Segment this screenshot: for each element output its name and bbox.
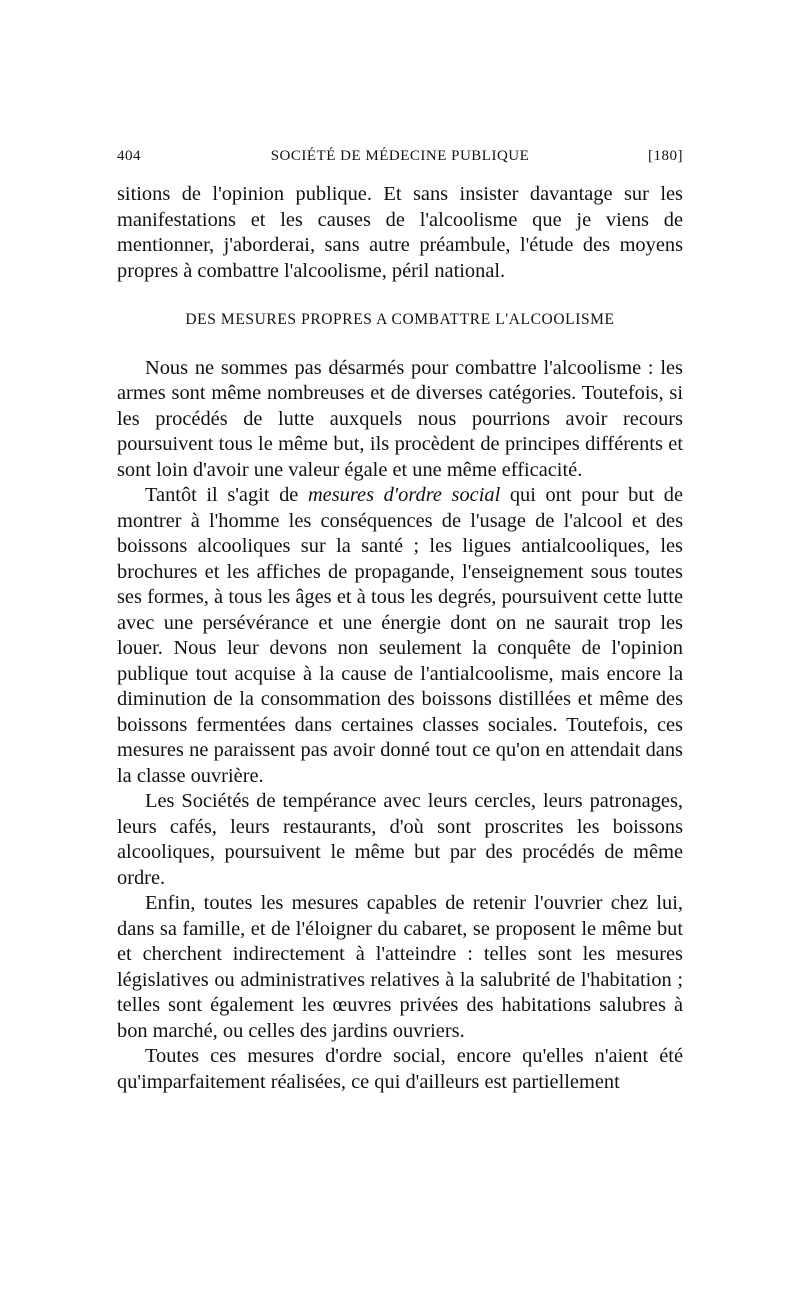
- page-reference: [180]: [648, 148, 683, 164]
- paragraph-continuation: sitions de l'opinion publique. Et sans insister davantage sur les manifestations et les causes de l'alcoolisme que je viens de mentionner, j'aborderai, sans autre préambule, l'étude des moyens propres à combattre l'alcoolisme, péril national.: [117, 183, 683, 282]
- running-title: SOCIÉTÉ DE MÉDECINE PUBLIQUE: [270, 148, 530, 164]
- body-text: [117, 182, 683, 1095]
- italic-phrase: mesures d'ordre social: [307, 484, 501, 506]
- page-number: 404: [117, 148, 141, 164]
- paragraph: Nous ne sommes pas désarmés pour combattre l'alcoolisme : les armes sont même nombreuses et de diverses catégories. Toutefois, si les procédés de lutte auxquels nous pourrions avoir recours poursuivent tous le même but, ils procèdent de principes différents et sont loin d'avoir une valeur égale et une même efficacité.: [117, 356, 683, 481]
- paragraph: Enfin, toutes les mesures capables de retenir l'ouvrier chez lui, dans sa famille, et de l'éloigner du cabaret, se proposent le même but et cherchent indirectement à l'atteindre : telles sont les mesures législatives ou administratives relatives à la salubrité de l'habitation ; telles sont également les œuvres privées des habitations salubres à bon marché, ou celles des jardins ouvriers.: [117, 892, 683, 1042]
- paragraph: Les Sociétés de tempérance avec leurs cercles, leurs patronages, leurs cafés, leurs restaurants, d'où sont proscrites les boissons alcooliques, poursuivent le même but par des procédés de même ordre.: [117, 790, 683, 889]
- paragraph-text: qui ont pour but de montrer à l'homme les conséquences de l'usage de l'alcool et des boissons alcooliques sur la santé ; les ligues antialcooliques, les brochures et les affiches de propagande, l'enseignement sous toutes ses formes, à tous les âges et à tous les degrés, poursuivent cette lutte avec une persévérance et une énergie dont on ne saurait trop les louer. Nous leur devons non seulement la conquête de l'opinion publique tout acquise à la cause de l'antialcoolisme, mais encore la diminution de la consommation des boissons distillées et même des boissons fermentées dans certaines classes sociales. Toutefois, ces mesures ne paraissent pas avoir donné tout ce qu'on en attendait dans la classe ouvrière.: [117, 484, 683, 787]
- paragraph-text: Tantôt il s'agit de: [145, 484, 308, 506]
- paragraph: [117, 483, 683, 789]
- running-header: [117, 148, 683, 172]
- section-heading: DES MESURES PROPRES A COMBATTRE L'ALCOOLISME: [185, 311, 615, 328]
- paragraph: Toutes ces mesures d'ordre social, encore qu'elles n'aient été qu'imparfaitement réalisées, ce qui d'ailleurs est partiellement: [117, 1045, 683, 1093]
